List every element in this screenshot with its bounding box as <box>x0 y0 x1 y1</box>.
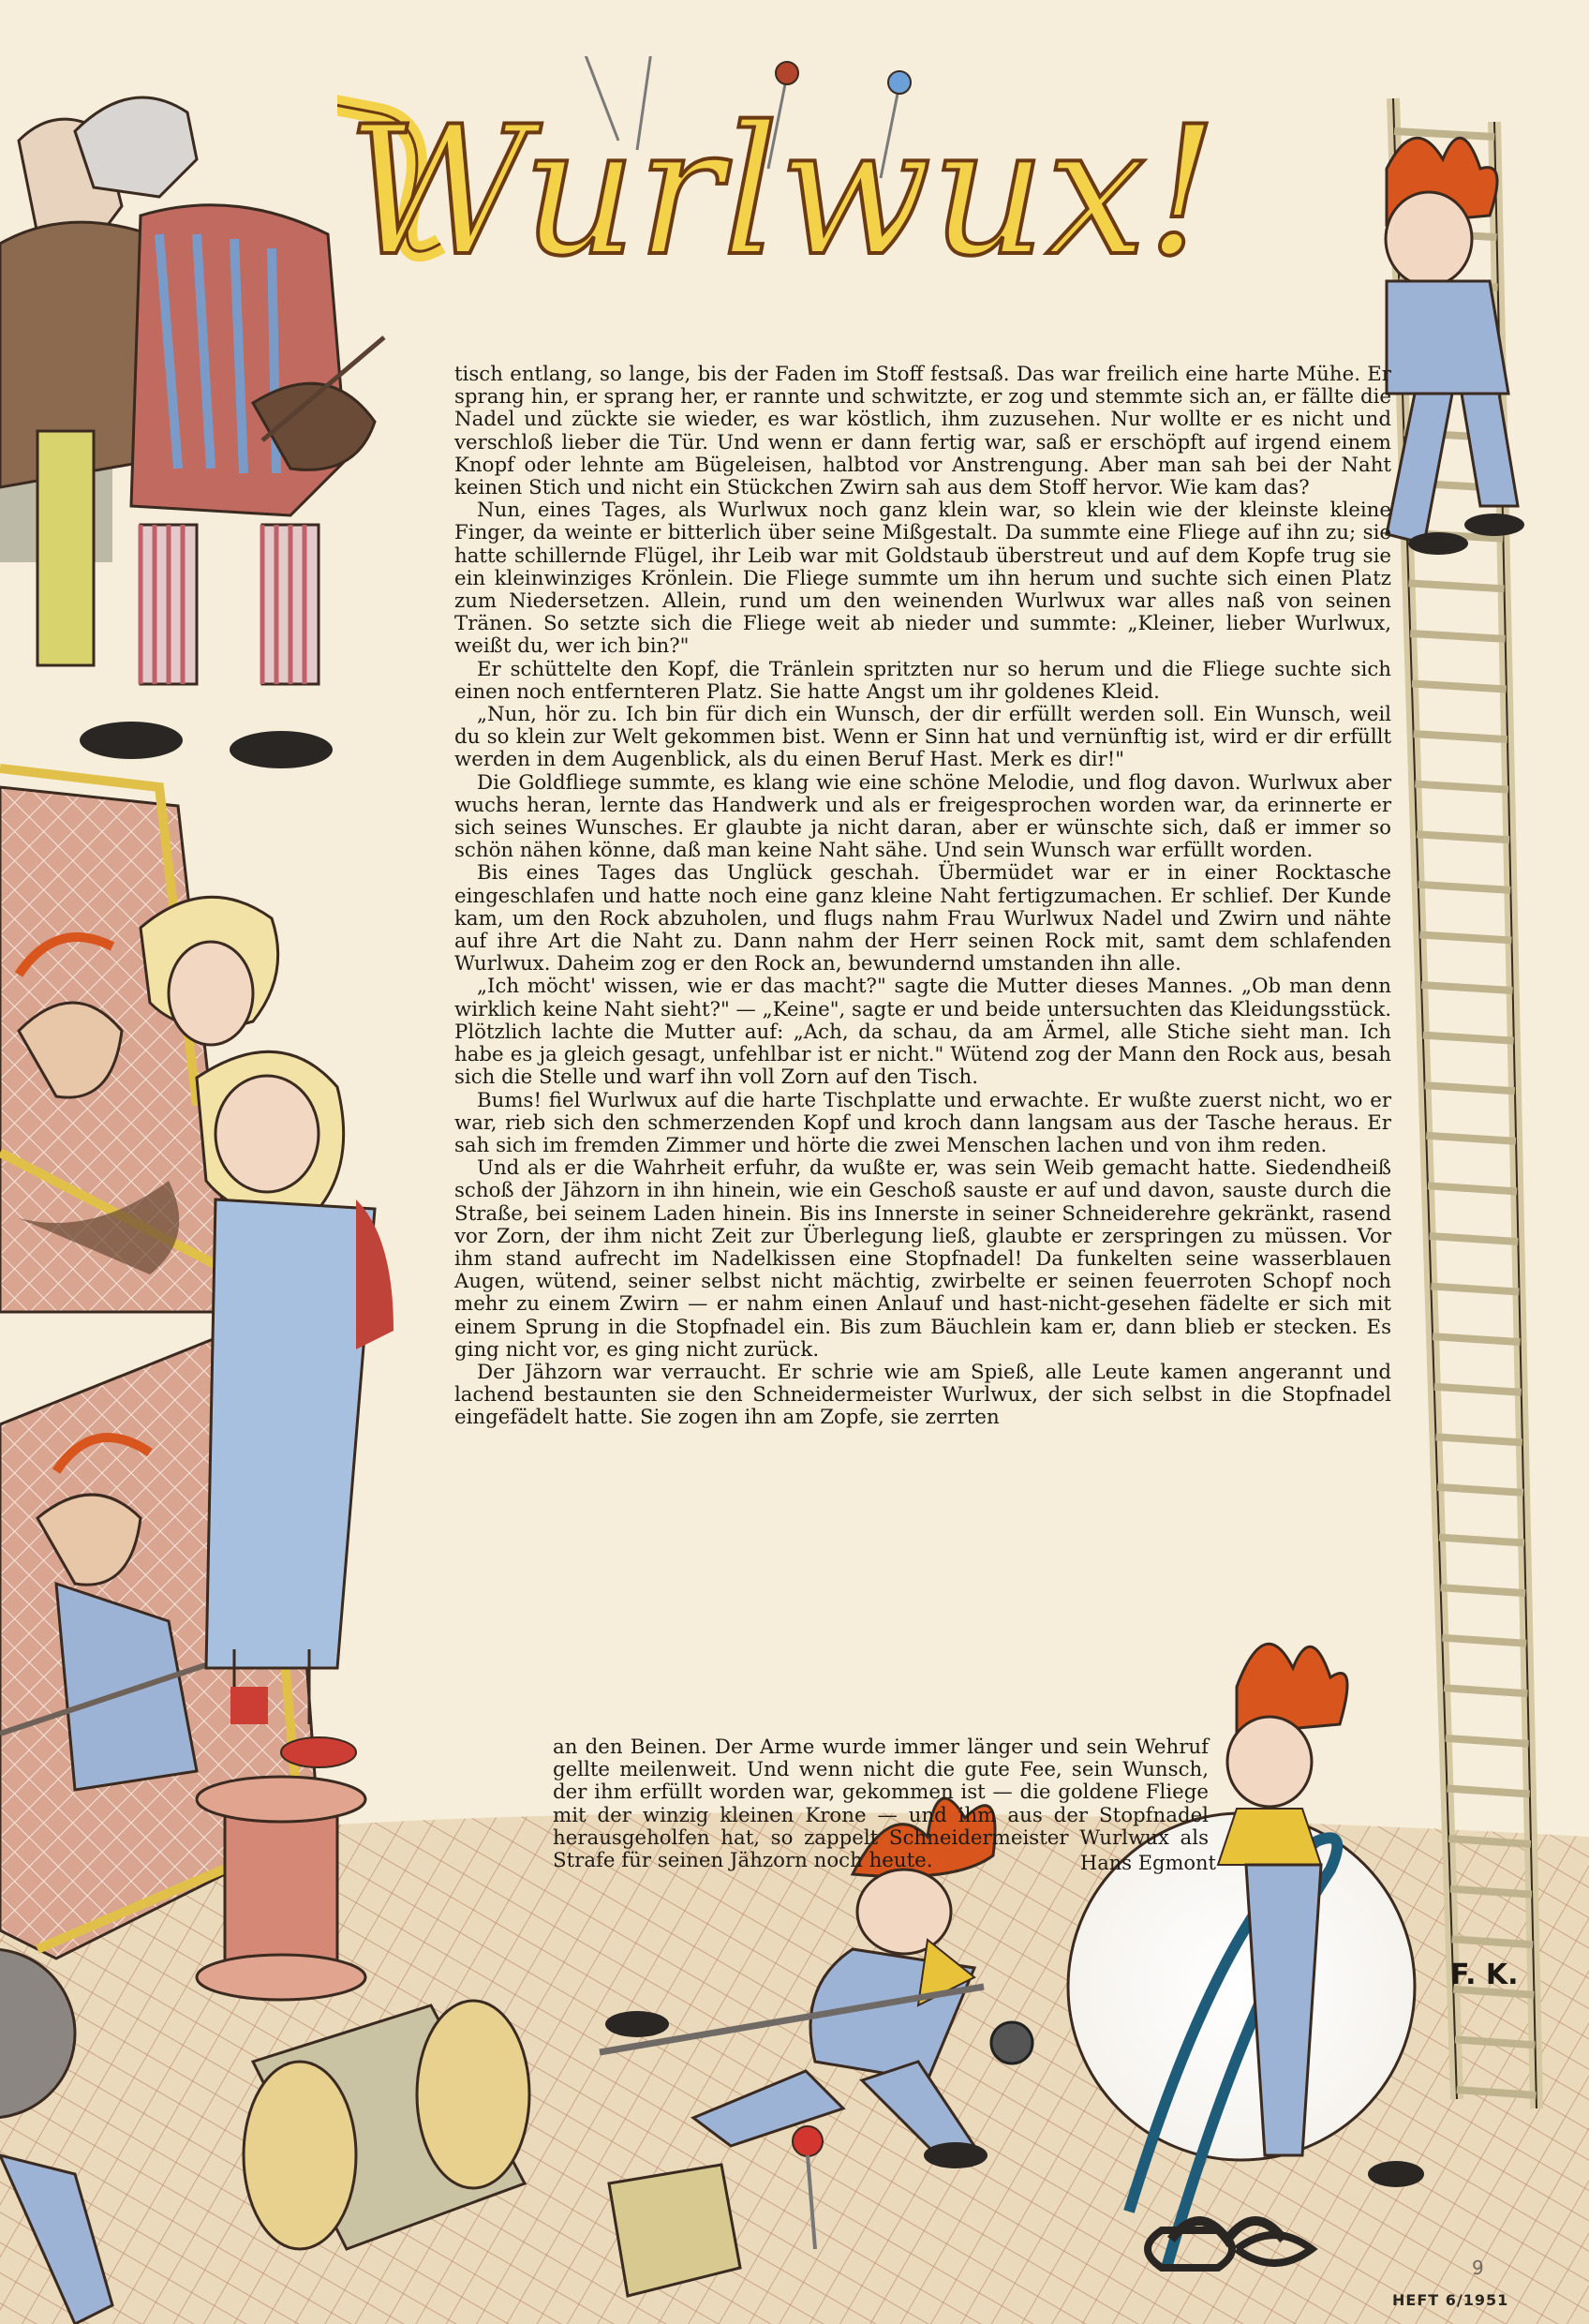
tailors-group <box>0 97 384 768</box>
article-body <box>454 364 1391 1430</box>
paragraph: Die Goldfliege summte, es klang wie eine schöne Melodie, und flog davon. Wurlwux aber wuchs heran, lernte das Handwerk und als er freigesprochen worden war, da erinnerte er sich seines Wunsches. Er glaubte ja nicht daran, aber er wünschte sich, daß er immer so schön nähen könne, daß man keine Naht sähe. Und sein Wunsch war erfüllt worden. <box>454 770 1391 863</box>
ladder-rung <box>1430 1236 1519 1242</box>
ladder-rung <box>1431 1287 1519 1292</box>
ladder-rung <box>1435 1437 1522 1442</box>
paragraph: Der Jähzorn war verraucht. Er schrie wie am Spieß, alle Leute kamen angerannt und lachend bestaunten sie den Schneidermeister Wurlwux, der sich selbst in die Stopfnadel eingefädelt hatte. Sie zogen ihn am Zopfe, sie zerrten <box>454 1360 1391 1430</box>
paragraph: Und als er die Wahrheit erfuhr, da wußte er, was sein Weib gemacht hatte. Siedendheiß schoß der Jähzorn in ihn hinein, wie ein Geschoß sauste er auf und davon, sauste durch die Straße, bei seinem Laden hinein. Bis ins Innerste in seiner Schneiderehre gekränkt, rasend vor Zorn, der ihm nicht Zeit zur Überlegung ließ, glaubte er zerspringen zu müssen. Vor ihm stand aufrecht im Nadelkissen eine Stopfnadel! Da funkelten seine wasserblauen Augen, wütend, seiner selbst nicht mächtig, zwirbelte er seinen feuerroten Schopf noch mehr zu einem Zwirn — er nahm einen Anlauf und hast-nicht-gesehen fädelte er sich mit einem Sprung in die Stopfnadel ein. Bis zum Bäuchlein kam er, dann blieb er stecken. Es ging nicht vor, es ging nicht zurück. <box>454 1156 1391 1362</box>
ladder-rung <box>1428 1185 1517 1191</box>
illustrator-signature: F. K. <box>1450 1959 1519 1991</box>
issue-label: HEFT 6/1951 <box>1392 2291 1509 2309</box>
ladder-rung <box>1433 1336 1520 1342</box>
ladder-rung <box>1425 1085 1515 1091</box>
story-title <box>337 56 1368 337</box>
ladder-rung <box>1410 633 1505 639</box>
ladder-rung <box>1394 131 1494 137</box>
ladder-rung <box>1419 934 1511 940</box>
paragraph: Er schüttelte den Kopf, die Tränlein spritzten nur so herum und die Fliege suchte sich einen noch entfernteren Platz. Sie hatte Angst um ihr goldenes Kleid. <box>454 657 1391 704</box>
ladder-rung <box>1446 1738 1529 1744</box>
ladder-rung <box>1412 683 1507 689</box>
page-number: 9 <box>1472 2257 1484 2279</box>
ladder-rung <box>1418 885 1511 890</box>
ladder-rung <box>1447 1788 1529 1794</box>
paragraph: Nun, eines Tages, als Wurlwux noch ganz klein war, so klein wie der kleinste kleine Finger, da weinte er bitterlich über seine Mißgestalt. Da summte eine Fliege auf ihn zu; sie hatte schillernde Flügel, ihr Leib war mit Goldstaub überstreut und auf dem Kopfe trug sie ein kleinwinziges Krönlein. Die Fliege summte um ihn herum und suchte sich einen Platz zum Niedersetzen. Allein, rund um den weinenden Wurlwux war alles naß von seinen Tränen. So setzte sich die Fliege weit ab nieder und summte: „Kleiner, lieber Wurlwux, weißt du, wer ich bin?" <box>454 499 1391 659</box>
ladder-rung <box>1437 1487 1523 1493</box>
ladder-rung <box>1423 1035 1514 1041</box>
ladder-rung <box>1415 784 1508 790</box>
paragraph: „Ich möcht' wissen, wie er das macht?" sagte die Mutter dieses Mannes. „Ob man denn wirklich keine Naht sieht?" — „Keine", sagte er und beide untersuchten das Kleidungsstück. Plötzlich lachte die Mutter auf: „Ach, da schau, da am Ärmel, alle Stiche sieht man. Ich habe es ja gleich gesagt, unfehlbar ist er nicht." Wütend zog der Mann den Rock aus, besah sich die Stelle und warf ihn voll Zorn auf den Tisch. <box>454 975 1391 1090</box>
ladder-rung <box>1442 1638 1526 1644</box>
ladder-rung <box>1408 583 1504 588</box>
ladder-rung <box>1417 834 1509 840</box>
paragraph: Bums! fiel Wurlwux auf die harte Tischplatte und erwachte. Er wußte zuerst nicht, wo er war, rieb sich den schmerzenden Kopf und kroch dann langsam aus der Tasche heraus. Er sah sich im fremden Zimmer und hörte die zwei Menschen lachen und von ihm reden. <box>454 1088 1391 1157</box>
ladder-rung <box>1441 1587 1526 1593</box>
ladder-rung <box>1421 985 1512 991</box>
paragraph: an den Beinen. Der Arme wurde immer länger und sein Wehruf gellte meilenweit. Und wenn nicht die gute Fee, sein Wunsch, der ihm erfüllt worden war, gekommen ist — die goldene Fliege mit der winzig kleinen Krone — und ihm aus der Stopfnadel herausgeholfen hat, so zappelt Schneidermeister Wurlwux als Strafe für seinen Jähzorn noch heute. <box>553 1736 1209 1873</box>
paragraph: Bis eines Tages das Unglück geschah. Übermüdet war er in einer Rocktasche eingeschlafen und hatte noch eine ganz kleine Naht fertigzumachen. Er schlief. Der Kunde kam, um den Rock abzuholen, und flugs nahm Frau Wurlwux Nadel und Zwirn und nähte auf ihre Art die Naht zu. Dann nahm der Herr seinen Rock mit, samt dem schlafenden Wurlwux. Daheim zog er den Rock an, bewundernd umstanden ihn alle. <box>454 861 1391 976</box>
paragraph: tisch entlang, so lange, bis der Faden im Stoff festsaß. Das war freilich eine harte Mühe. Er sprang hin, er sprang her, er rannte und schwitzte, er zog und stemmte sich an, er fällte die Nadel und zückte sie wieder, es war köstlich, ihm zuzusehen. Nur wollte er es nicht und verschloß lieber die Tür. Und wenn er dann fertig war, saß er erschöpft auf irgend einem Knopf oder lehnte am Bügeleisen, halbtod vor Anstrengung. Aber man sah bei der Naht keinen Stich und nicht ein Stückchen Zwirn sah aus dem Stoff hervor. Wie kam das? <box>454 363 1391 500</box>
ladder-rung <box>1414 734 1507 739</box>
ladder-rung <box>1434 1387 1522 1393</box>
title-lettering: Wurlwux! <box>347 88 1219 295</box>
author-name: Hans Egmont <box>1079 1852 1216 1874</box>
ladder-rung <box>1426 1136 1516 1141</box>
ladder-rung <box>1444 1688 1527 1693</box>
paragraph: „Nun, hör zu. Ich bin für dich ein Wunsch, der dir erfüllt werden soll. Ein Wunsch, weil du so klein zur Welt gekommen bist. Wenn er Sinn hat und vernünftig ist, wird er dir erfüllt werden in dem Augenblick, als du einen Beruf Hast. Merk es dir!" <box>454 703 1391 772</box>
ladder-rung <box>1439 1538 1524 1543</box>
